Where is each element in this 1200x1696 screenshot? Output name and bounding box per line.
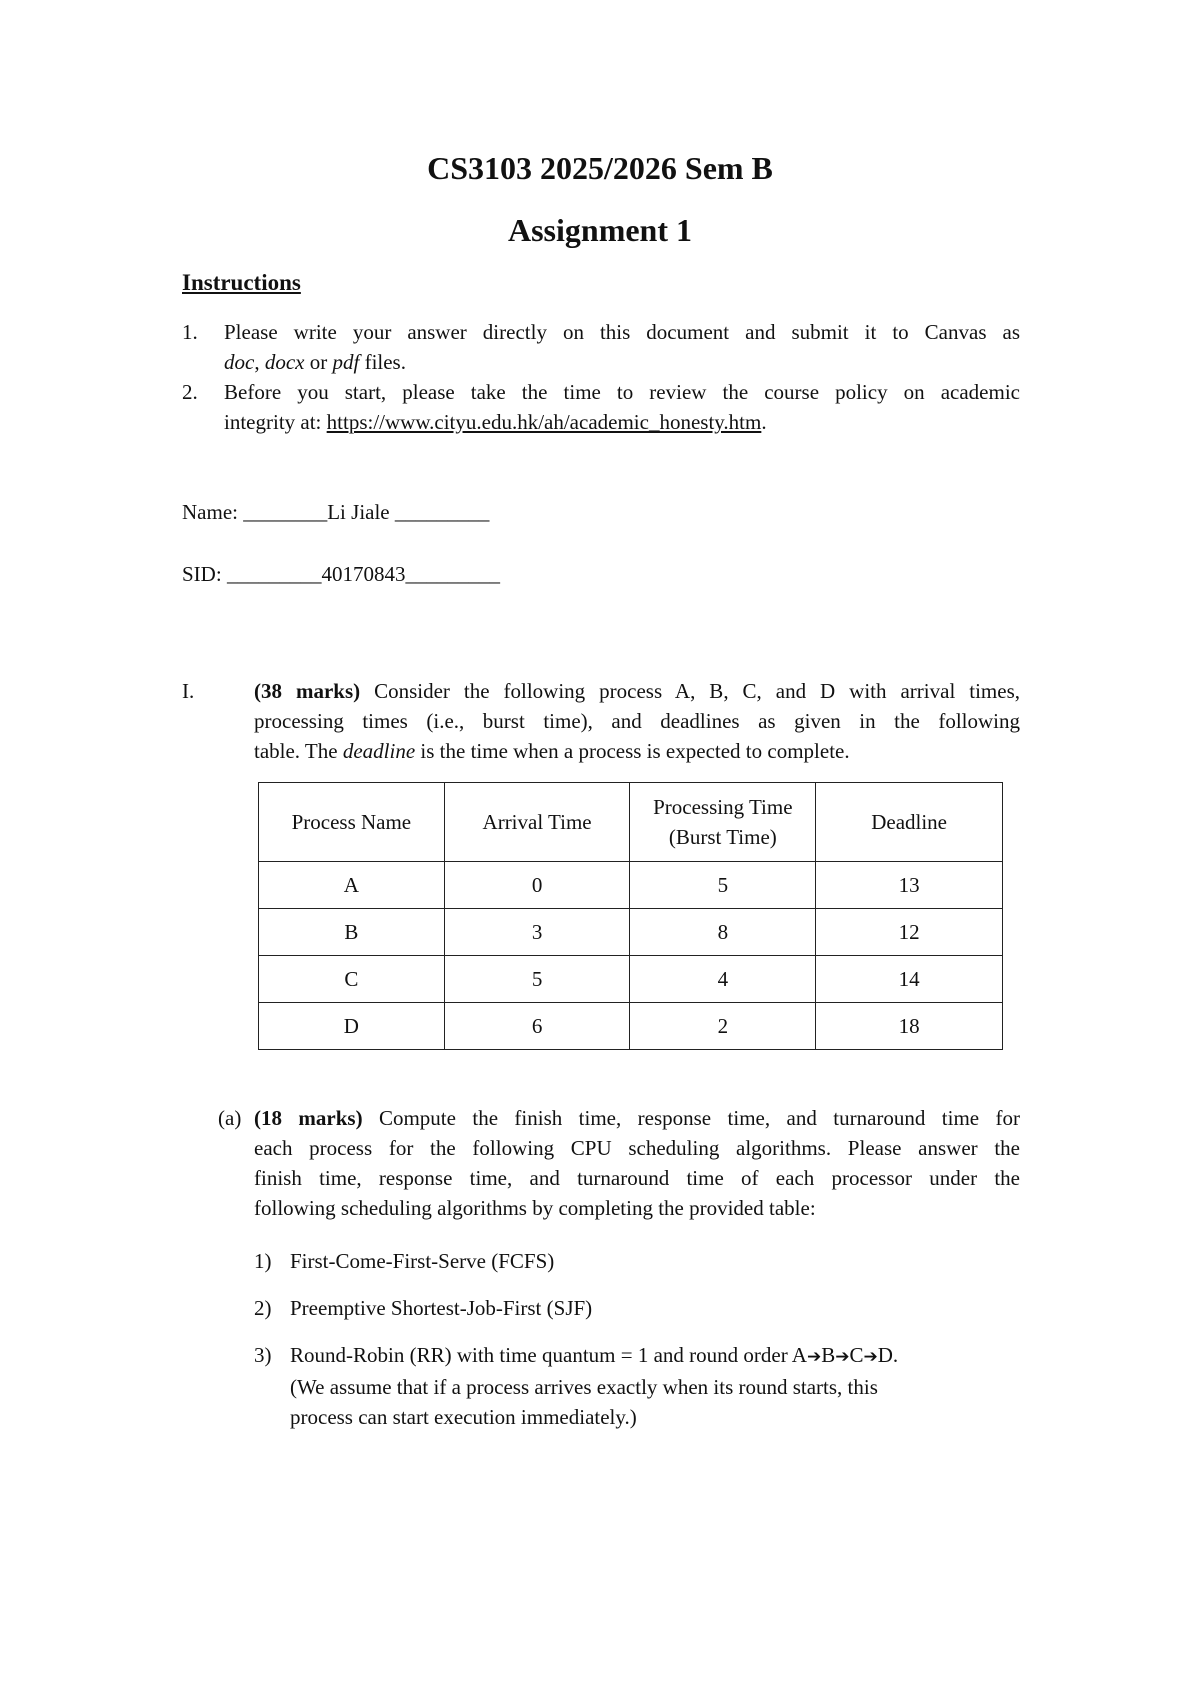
- table-cell: B: [259, 909, 445, 956]
- sid-value: _________40170843_________: [221, 562, 500, 586]
- instruction-tail: files.: [359, 350, 406, 374]
- sid-field: [182, 559, 500, 589]
- algorithm-text: First-Come-First-Serve (FCFS): [290, 1249, 555, 1273]
- name-field: [182, 497, 489, 527]
- table-cell: 0: [444, 862, 630, 909]
- academic-honesty-link[interactable]: https://www.cityu.edu.hk/ah/academic_honesty.htm: [326, 410, 762, 434]
- table-row: [259, 862, 1003, 909]
- part-a-line: finish time, response time, and turnaround time of each processor under the: [254, 1166, 1020, 1190]
- instruction-text: [224, 317, 1020, 377]
- algorithm-number: 1): [254, 1249, 272, 1273]
- part-a-line-rest: Compute the finish time, response time, and turnaround time for: [362, 1106, 1020, 1130]
- question-line: [254, 736, 1020, 766]
- question-line-pre: table. The: [254, 739, 343, 763]
- algorithm-text: Preemptive Shortest-Job-First (SJF): [290, 1296, 593, 1320]
- algorithm-text: [290, 1340, 1020, 1432]
- table-cell: A: [259, 862, 445, 909]
- name-value: ________Li Jiale _________: [237, 500, 490, 524]
- instruction-line: [224, 347, 1020, 377]
- table-cell: 6: [444, 1003, 630, 1050]
- question-line: [254, 676, 1020, 706]
- arrow-right-icon: ➔: [835, 1347, 850, 1367]
- instruction-number: 2.: [182, 380, 198, 404]
- table-cell: 2: [630, 1003, 816, 1050]
- table-cell: 4: [630, 956, 816, 1003]
- instruction-line: Please write your answer directly on this document and submit it to Canvas as: [224, 320, 1020, 344]
- instruction-suffix: .: [761, 410, 767, 434]
- question-text: [254, 676, 1020, 766]
- algorithm-number: 2): [254, 1296, 272, 1320]
- part-a-line: each process for the following CPU scheduling algorithms. Please answer the: [254, 1136, 1020, 1160]
- header-processing-time: [630, 783, 816, 862]
- table-row: [259, 909, 1003, 956]
- instruction-number: 1.: [182, 320, 198, 344]
- algorithm-line: process can start execution immediately.): [290, 1405, 637, 1429]
- deadline-term: deadline: [342, 739, 416, 763]
- document-title: CS3103 2025/2026 Sem B: [427, 150, 773, 186]
- instruction-line: [224, 407, 1020, 437]
- header-process-name: Process Name: [259, 783, 445, 862]
- algorithm-line: (We assume that if a process arrives exactly when its round starts, this: [290, 1375, 878, 1399]
- table-cell: 14: [816, 956, 1003, 1003]
- document-subtitle: Assignment 1: [507, 212, 692, 248]
- table-row: [259, 1003, 1003, 1050]
- table-cell: 5: [630, 862, 816, 909]
- part-a-text: [254, 1103, 1020, 1223]
- question-line-post: is the time when a process is expected to complete.: [415, 739, 850, 763]
- table-cell: 18: [816, 1003, 1003, 1050]
- process-b-label: B: [821, 1343, 836, 1367]
- separator-text: or: [304, 350, 333, 374]
- instruction-text: [224, 377, 1020, 437]
- process-table: [258, 782, 1003, 1050]
- question-line: processing times (i.e., burst time), and deadlines as given in the following: [254, 709, 1020, 733]
- part-a-marks: (18 marks): [254, 1106, 363, 1130]
- arrow-right-icon: ➔: [863, 1347, 878, 1367]
- table-cell: D: [259, 1003, 445, 1050]
- part-a-label: (a): [218, 1106, 242, 1130]
- process-c-label: C: [849, 1343, 864, 1367]
- arrow-right-icon: ➔: [806, 1347, 822, 1367]
- rr-text: Round-Robin (RR) with time quantum = 1 and round order A: [290, 1343, 807, 1367]
- format-pdf: pdf: [332, 350, 360, 374]
- separator-text: ,: [254, 350, 265, 374]
- table-row: [259, 956, 1003, 1003]
- part-a-line: following scheduling algorithms by completing the provided table:: [254, 1196, 816, 1220]
- name-label: Name:: [182, 500, 238, 524]
- algorithm-number: 3): [254, 1343, 272, 1367]
- question-number: I.: [182, 679, 195, 703]
- instruction-prefix: integrity at:: [224, 410, 327, 434]
- table-header-row: [259, 783, 1003, 862]
- header-arrival-time: Arrival Time: [444, 783, 630, 862]
- sid-label: SID:: [182, 562, 222, 586]
- table-cell: 8: [630, 909, 816, 956]
- algorithm-line: [290, 1340, 1020, 1372]
- header-deadline: Deadline: [816, 783, 1003, 862]
- header-burst-time-label: (Burst Time): [668, 825, 777, 849]
- question-marks: (38 marks): [254, 679, 361, 703]
- table-cell: C: [259, 956, 445, 1003]
- table-cell: 12: [816, 909, 1003, 956]
- instructions-heading: Instructions: [182, 270, 301, 295]
- table-cell: 3: [444, 909, 630, 956]
- table-cell: 13: [816, 862, 1003, 909]
- process-d-label: D.: [877, 1343, 899, 1367]
- question-line-rest: Consider the following process A, B, C, and D with arrival times,: [360, 679, 1020, 703]
- part-a-line: [254, 1103, 1020, 1133]
- table-cell: 5: [444, 956, 630, 1003]
- header-processing-time-label: Processing Time: [653, 795, 793, 819]
- instruction-line: Before you start, please take the time to review the course policy on academic: [224, 380, 1020, 404]
- format-docx: docx: [264, 350, 305, 374]
- format-doc: doc: [224, 350, 255, 374]
